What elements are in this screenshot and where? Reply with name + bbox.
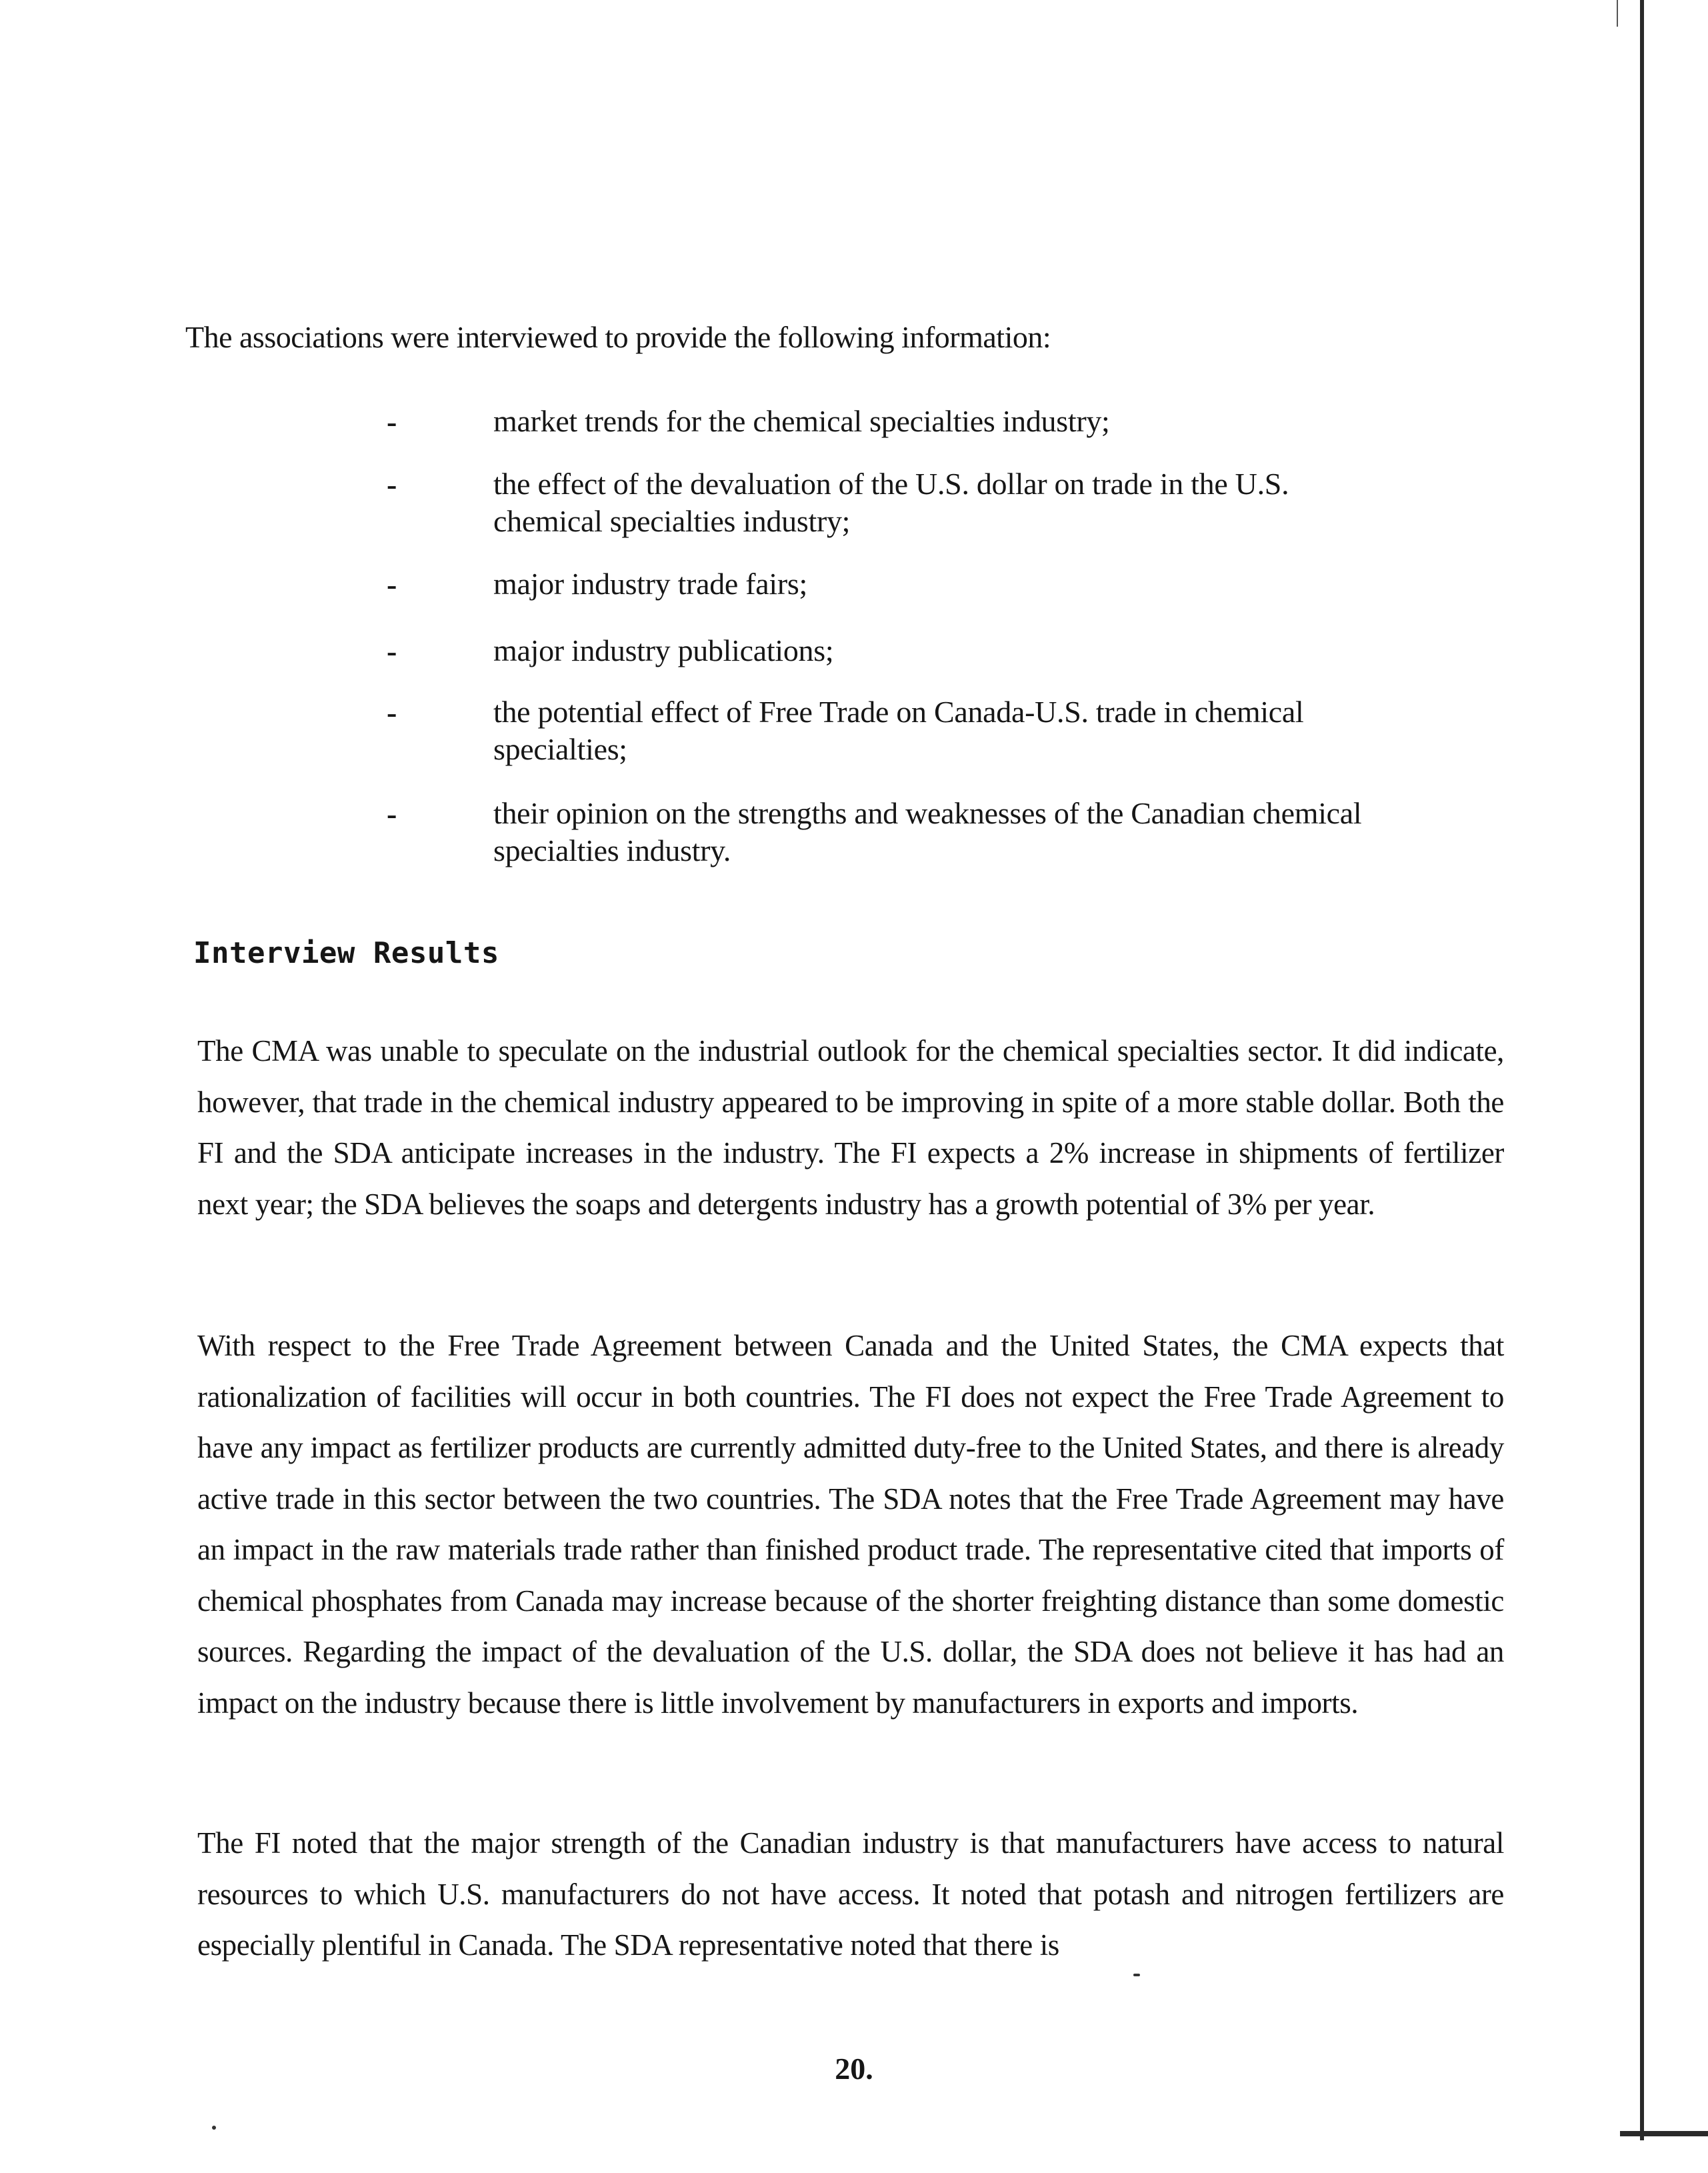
paragraph: With respect to the Free Trade Agreement between Canada and the United States, the CMA expects that rationalization of facilities will occur in both countries. The FI does not expect the Free Trade Agreement to have any impact as fertilizer products are currently admitted duty-free to the United States, and there is already active trade in this sector between the two countries. The SDA notes that the Free Trade Agreement may have an impact in the raw materials trade rather than finished product trade. The representative cited that imports of chemical phosphates from Canada may increase because of the shorter freighting distance than some domestic sources. Regarding the impact of the devaluation of the U.S. dollar, the SDA does not believe it has had an impact on the industry because there is little involvement by manufacturers in exports and imports.	[197, 1329, 1504, 1720]
scan-edge-border	[1640, 0, 1644, 2140]
bullet-text: major industry trade fairs;	[493, 567, 807, 601]
bullet-text: the effect of the devaluation of the U.S. dollar on trade in the U.S. chemical specialties industry;	[493, 467, 1289, 538]
bullet-text: major industry publications;	[493, 633, 834, 667]
bullet-dash: -	[387, 405, 397, 439]
intro-sentence: The associations were interviewed to provide the following information:	[185, 320, 1051, 354]
section-heading: Interview Results	[193, 936, 499, 970]
bullet-text: market trends for the chemical specialties industry;	[493, 404, 1110, 438]
bullet-text: their opinion on the strengths and weaknesses of the Canadian chemical specialties industry.	[493, 796, 1362, 867]
paragraph: The CMA was unable to speculate on the industrial outlook for the chemical specialties sector. It did indicate, however, that trade in the chemical industry appeared to be improving in spite of a more stable dollar. Both the FI and the SDA anticipate increases in the industry. The FI expects a 2% increase in shipments of fertilizer next year; the SDA believes the soaps and detergents industry has a growth potential of 3% per year.	[197, 1034, 1504, 1221]
bullet-dash: -	[387, 797, 397, 831]
bullet-dash: -	[387, 695, 397, 729]
paragraph: The FI noted that the major strength of the Canadian industry is that manufacturers have access to natural resources to which U.S. manufacturers do not have access. It noted that potash and nitrogen fertilizers are especially plentiful in Canada. The SDA representative noted that there is	[197, 1826, 1504, 1962]
bullet-dash: -	[387, 634, 397, 668]
scan-edge-mark	[1617, 0, 1618, 27]
scan-speck	[1133, 1974, 1140, 1976]
scan-edge-foot	[1620, 2131, 1708, 2136]
scan-speck	[212, 2126, 216, 2130]
page-number: 20.	[835, 2052, 873, 2086]
bullet-text: the potential effect of Free Trade on Canada-U.S. trade in chemical specialties;	[493, 695, 1304, 766]
bullet-dash: -	[387, 467, 397, 501]
bullet-dash: -	[387, 567, 397, 601]
